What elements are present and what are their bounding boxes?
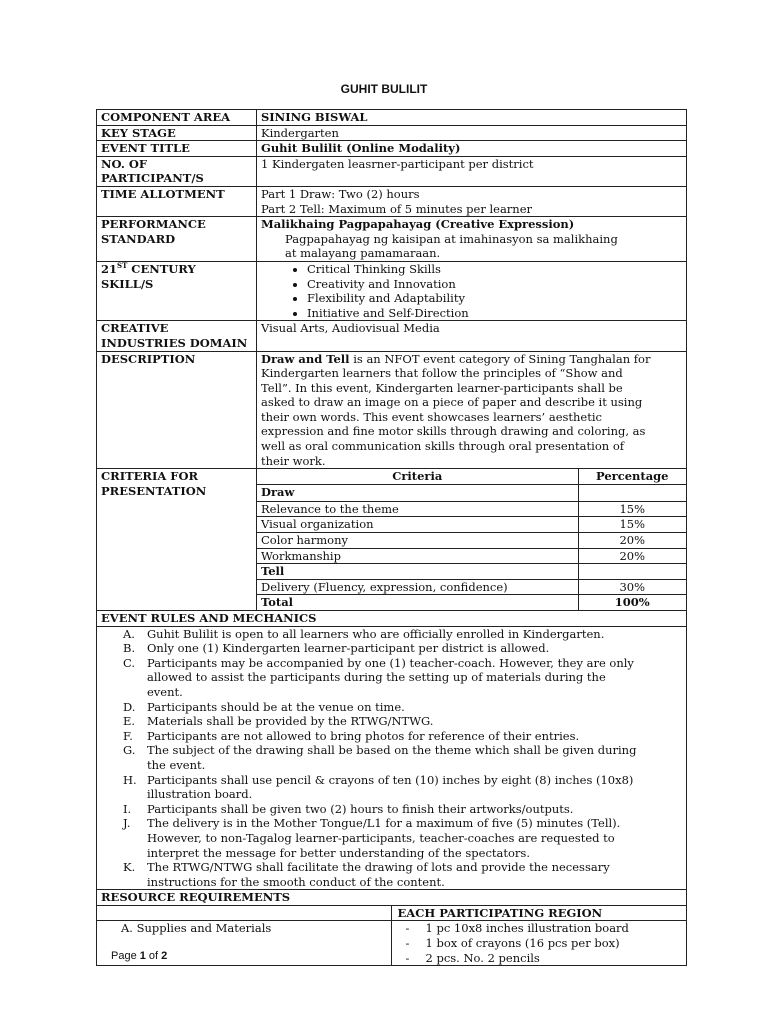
century-skills-label-num: 21 (101, 261, 118, 276)
criteria-label (97, 469, 257, 611)
key-stage-value: Kindergarten (257, 125, 687, 141)
resources-heading: RESOURCE REQUIREMENTS (97, 890, 687, 906)
rule-line: instructions for the smooth conduct of the content. (147, 874, 445, 889)
rule-line: event. (147, 684, 183, 699)
rules-heading: EVENT RULES AND MECHANICS (97, 611, 687, 627)
criteria-row (257, 517, 686, 533)
rule-item (123, 655, 682, 700)
description-line: Tell”. In this event, Kindergarten learner-participants shall be (261, 380, 623, 395)
component-area-value: SINING BISWAL (257, 110, 687, 126)
criteria-total-label: Total (257, 595, 578, 610)
criteria-tell-heading: Tell (257, 564, 578, 580)
rule-line: Participants shall use pencil & crayons of ten (10) inches by eight (8) inches (10x8) (147, 772, 634, 787)
participants-value: 1 Kindergaten leasrner-participant per district (257, 156, 687, 186)
resources-header-empty (97, 906, 391, 921)
criteria-pct: 15% (578, 501, 686, 517)
century-skills-list (261, 262, 682, 320)
participants-label (97, 156, 257, 186)
row-century-skills (97, 261, 687, 320)
rule-line: Participants are not allowed to bring photos for reference of their entries. (147, 728, 580, 743)
description-bold-lead: Draw and Tell (261, 351, 350, 366)
row-rules-heading (97, 611, 687, 627)
participants-label-line1: NO. OF (101, 156, 148, 171)
rule-letter: F. (123, 728, 133, 743)
criteria-name: Relevance to the theme (257, 501, 578, 517)
century-skills-label-line1 (101, 262, 252, 277)
rule-line: allowed to assist the participants during the setting up of materials during the (147, 670, 606, 685)
resources-table (97, 906, 686, 965)
row-resources-heading (97, 890, 687, 906)
performance-standard-line2: at malayang pamamaraan. (285, 246, 441, 261)
supply-item: - 1 box of crayons (16 pcs per box) (426, 936, 683, 951)
row-description (97, 351, 687, 469)
page-current: 1 (139, 950, 146, 962)
criteria-total-pct: 100% (578, 595, 686, 610)
century-skills-label-line2: SKILL/S (101, 276, 154, 291)
criteria-col-header: Criteria (257, 469, 578, 484)
criteria-table (257, 469, 686, 610)
resources-cell (97, 905, 687, 965)
performance-standard-line1: Pagpapahayag ng kaisipan at imahinasyon sa malikhaing (285, 231, 618, 246)
supplies-list (396, 921, 683, 965)
event-spec-table (96, 109, 687, 966)
criteria-name: Delivery (Fluency, expression, confidence) (257, 579, 578, 595)
description-line: asked to draw an image on a piece of paper and describe it using (261, 395, 643, 410)
participants-label-line2: PARTICIPANT/S (101, 171, 204, 186)
criteria-pct: 20% (578, 533, 686, 549)
resources-row (97, 921, 686, 965)
rule-line: Participants may be accompanied by one (1) teacher-coach. However, they are only (147, 655, 634, 670)
criteria-name: Workmanship (257, 548, 578, 564)
criteria-row (257, 579, 686, 595)
rule-letter: G. (123, 743, 136, 758)
event-title-label: EVENT TITLE (97, 141, 257, 157)
rule-item (123, 772, 682, 802)
performance-standard-heading: Malikhaing Pagpapahayag (Creative Expression) (261, 217, 575, 232)
performance-standard-value (257, 217, 687, 262)
performance-standard-label (97, 217, 257, 262)
rule-line: interpret the message for better understanding of the spectators. (147, 845, 530, 860)
creative-domain-label (97, 321, 257, 351)
rule-item (123, 626, 682, 642)
time-allotment-line2: Part 2 Tell: Maximum of 5 minutes per learner (261, 201, 533, 216)
criteria-pct: 30% (578, 579, 686, 595)
description-line: expression and fine motor skills through drawing and coloring, as (261, 424, 646, 439)
row-resources (97, 905, 687, 965)
criteria-name: Color harmony (257, 533, 578, 549)
performance-standard-label-line1: PERFORMANCE (101, 217, 206, 232)
criteria-table-cell (257, 469, 687, 611)
criteria-pct: 20% (578, 548, 686, 564)
criteria-name: Visual organization (257, 517, 578, 533)
description-line (261, 352, 682, 367)
rule-item (123, 801, 682, 817)
rule-line: illustration board. (147, 787, 253, 802)
skill-item: • Creativity and Innovation (307, 277, 682, 292)
criteria-total-row (257, 595, 686, 610)
creative-domain-value: Visual Arts, Audiovisual Media (257, 321, 687, 351)
rule-line: The delivery is in the Mother Tongue/L1 for a maximum of five (5) minutes (Tell). (147, 816, 621, 831)
footer-prefix: Page (111, 950, 140, 962)
criteria-section-row (257, 484, 686, 501)
rule-letter: C. (123, 655, 136, 670)
description-line: Kindergarten learners that follow the principles of “Show and (261, 366, 623, 381)
creative-domain-label-line2: INDUSTRIES DOMAIN (101, 335, 248, 350)
criteria-label-line1: CRITERIA FOR (101, 469, 199, 484)
rule-item (123, 860, 682, 889)
performance-standard-label-line2: STANDARD (101, 231, 176, 246)
skill-item: • Flexibility and Adaptability (307, 291, 682, 306)
supply-item: - 2 pcs. No. 2 pencils (426, 951, 683, 966)
rule-line: The subject of the drawing shall be based on the theme which shall be given during (147, 743, 637, 758)
criteria-row (257, 501, 686, 517)
rule-item (123, 743, 682, 772)
rule-letter: K. (123, 860, 136, 875)
description-line-text: is an NFOT event category of Sining Tanghalan for (349, 351, 651, 366)
century-skills-label-rest: CENTURY (127, 261, 196, 276)
criteria-row (257, 533, 686, 549)
row-participants (97, 156, 687, 186)
document-title: GUHIT BULILIT (340, 82, 428, 96)
rules-cell (97, 626, 687, 890)
rule-item (123, 816, 682, 860)
rule-line: Only one (1) Kindergarten learner-participant per district is allowed. (147, 641, 550, 656)
row-time-allotment (97, 186, 687, 216)
region-col-header: EACH PARTICIPATING REGION (391, 906, 686, 921)
rule-item (123, 728, 682, 744)
rule-line: the event. (147, 757, 206, 772)
row-event-title (97, 141, 687, 157)
rule-line: Participants should be at the venue on time. (147, 699, 405, 714)
description-line: well as oral communication skills through oral presentation of (261, 439, 625, 454)
row-criteria (97, 469, 687, 611)
row-key-stage (97, 125, 687, 141)
rule-line: Guhit Bulilit is open to all learners who are officially enrolled in Kindergarten. (147, 626, 605, 641)
rule-line: However, to non-Tagalog learner-participants, teacher-coaches are requested to (147, 830, 615, 845)
rule-line: Materials shall be provided by the RTWG/NTWG. (147, 714, 434, 729)
page-total: 2 (161, 950, 168, 962)
supplies-label: A. Supplies and Materials (97, 921, 391, 965)
description-label: DESCRIPTION (97, 351, 257, 469)
row-rules (97, 626, 687, 890)
description-line: their own words. This event showcases learners’ aesthetic (261, 409, 602, 424)
criteria-label-line2: PRESENTATION (101, 483, 207, 498)
row-creative-domain (97, 321, 687, 351)
criteria-section-row (257, 564, 686, 580)
footer-mid: of (145, 950, 162, 962)
time-allotment-label: TIME ALLOTMENT (97, 186, 257, 216)
rules-list (101, 627, 682, 890)
criteria-pct: 15% (578, 517, 686, 533)
criteria-tell-pct (578, 564, 686, 580)
component-area-label: COMPONENT AREA (97, 110, 257, 126)
rule-item (123, 714, 682, 729)
rule-letter: H. (123, 772, 137, 787)
rule-letter: B. (123, 641, 136, 656)
century-skills-label-sup: ST (117, 261, 128, 271)
rule-line: Participants shall be given two (2) hours to finish their artworks/outputs. (147, 801, 574, 816)
time-allotment-value (257, 186, 687, 216)
key-stage-label: KEY STAGE (97, 125, 257, 141)
criteria-draw-pct (578, 484, 686, 501)
rule-item (123, 641, 682, 656)
criteria-row (257, 548, 686, 564)
rule-line: The RTWG/NTWG shall facilitate the drawing of lots and provide the necessary (147, 860, 610, 875)
rule-letter: E. (123, 714, 136, 729)
century-skills-value (257, 261, 687, 320)
skill-item: • Initiative and Self-Direction (307, 306, 682, 321)
page-footer (111, 950, 167, 962)
skill-item: • Critical Thinking Skills (307, 262, 682, 277)
criteria-draw-heading: Draw (257, 484, 578, 501)
rule-letter: I. (123, 801, 132, 816)
time-allotment-line1: Part 1 Draw: Two (2) hours (261, 186, 420, 201)
rule-letter: J. (123, 816, 131, 831)
supplies-list-cell (391, 921, 686, 965)
row-component-area (97, 110, 687, 126)
event-title-value: Guhit Bulilit (Online Modality) (257, 141, 687, 157)
resources-header-row (97, 906, 686, 921)
description-value (257, 351, 687, 469)
row-performance-standard (97, 217, 687, 262)
supply-item: - 1 pc 10x8 inches illustration board (426, 921, 683, 936)
percentage-col-header: Percentage (578, 469, 686, 484)
creative-domain-label-line1: CREATIVE (101, 321, 169, 336)
rule-letter: D. (123, 699, 136, 714)
century-skills-label (97, 261, 257, 320)
rule-item (123, 699, 682, 715)
criteria-header-row (257, 469, 686, 484)
rule-letter: A. (123, 626, 135, 641)
description-line: their work. (261, 453, 326, 468)
